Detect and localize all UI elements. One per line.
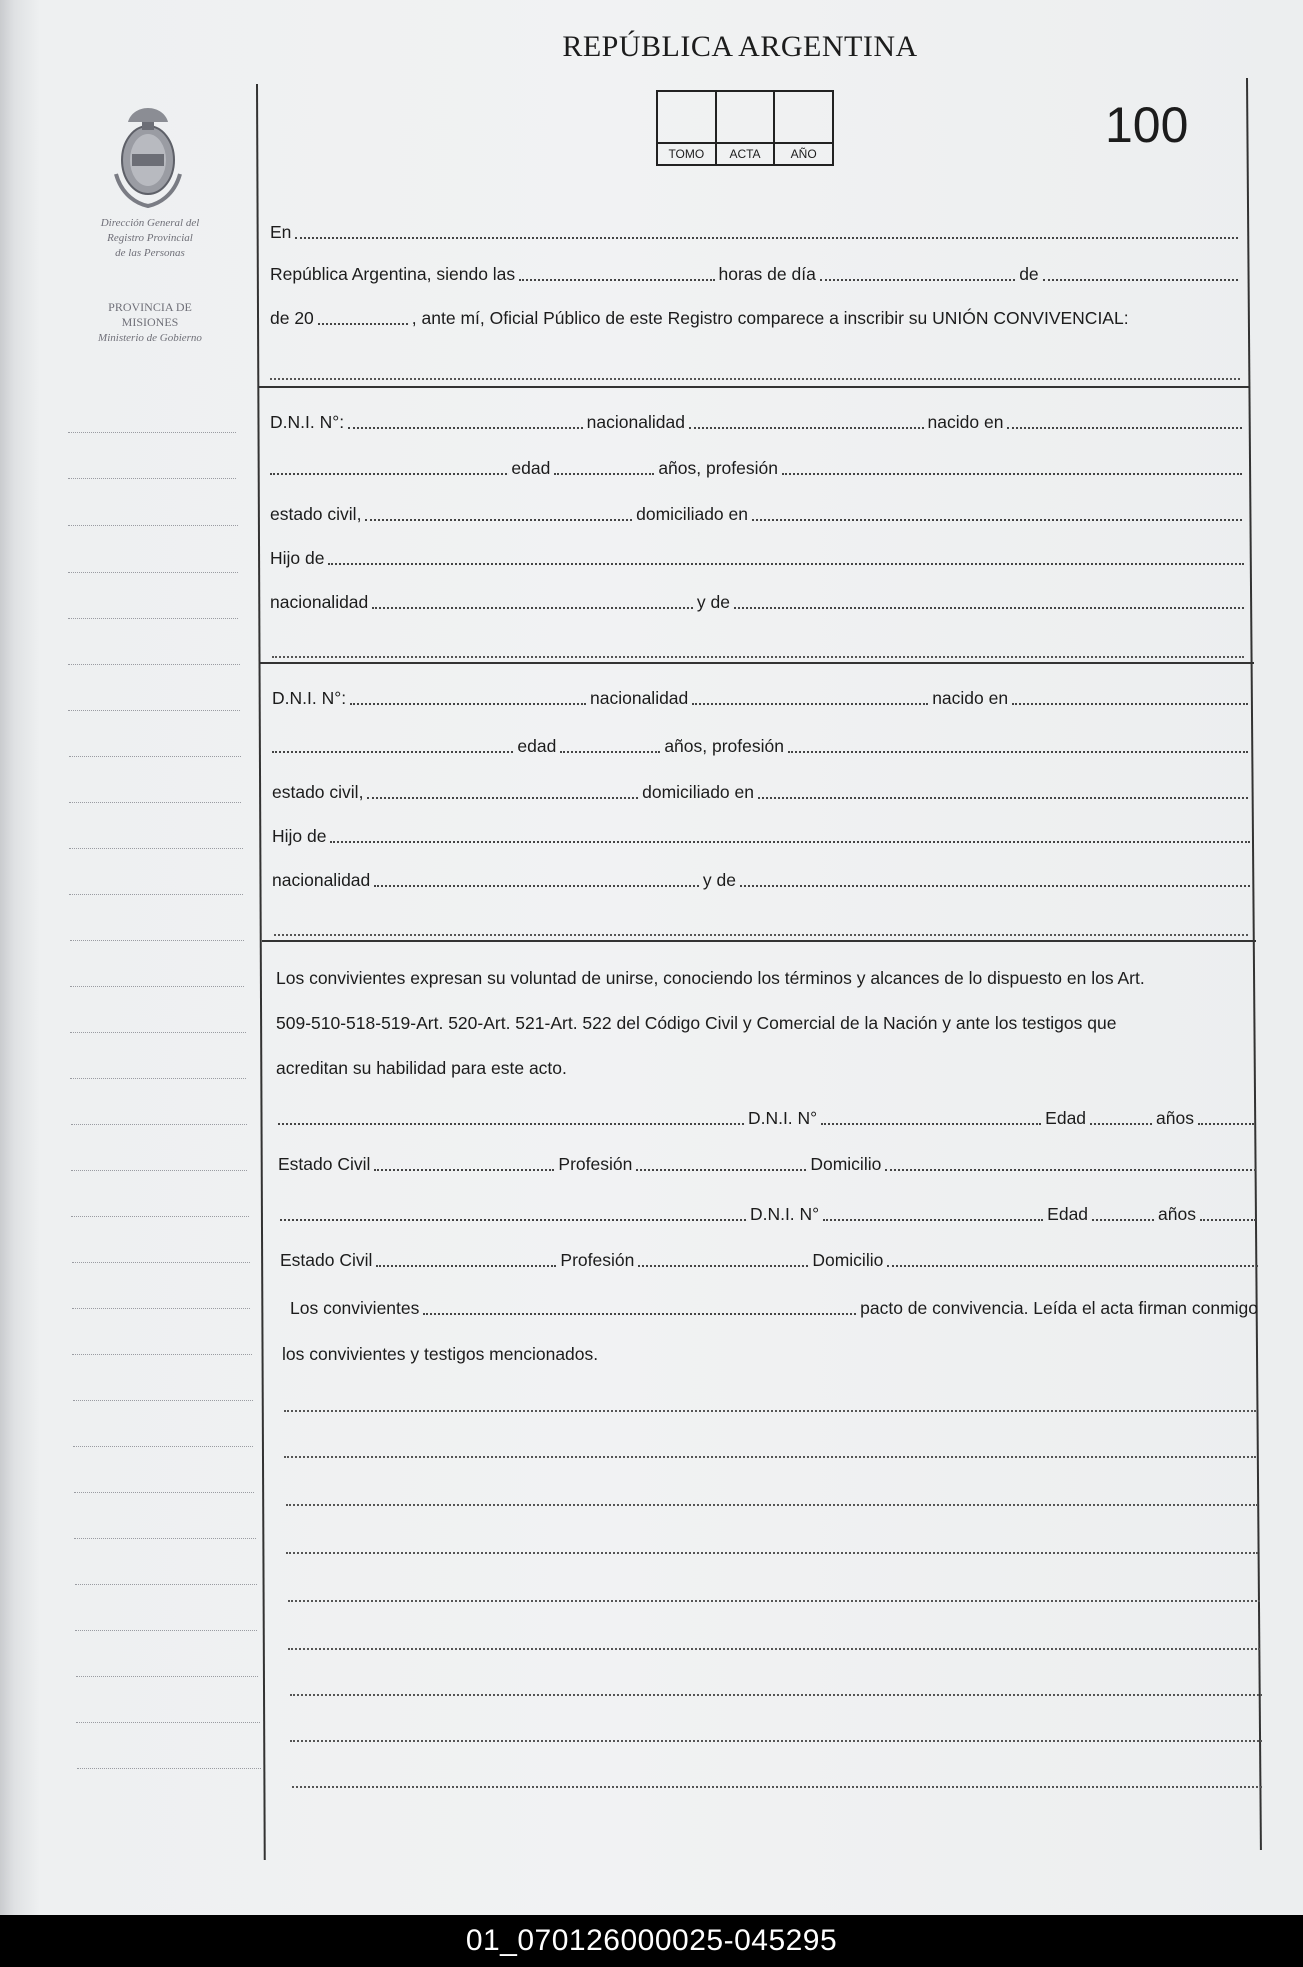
province-name: [70, 300, 230, 346]
de20-label: de 20: [270, 308, 314, 328]
hijo-label: Hijo de: [272, 826, 327, 846]
nacionalidad2-label: nacionalidad: [272, 870, 371, 890]
parent-nacionalidad-field[interactable]: [374, 885, 699, 887]
signature-line: [286, 1504, 1258, 1506]
declaration-text: [276, 956, 1256, 1091]
province-line: PROVINCIA DE: [108, 300, 192, 314]
parent2-field[interactable]: [734, 607, 1244, 609]
republica-label: República Argentina, siendo las: [270, 264, 516, 284]
nacido-label: nacido en: [932, 688, 1009, 708]
edad-label: edad: [517, 736, 557, 756]
nacionalidad-label: nacionalidad: [590, 688, 689, 708]
person2-line-2: [272, 736, 1248, 757]
witness-edad-label: Edad: [1045, 1108, 1087, 1128]
person1-line-5: [270, 592, 1244, 613]
scan-id-footer: 01_070126000025-045295: [0, 1915, 1303, 1967]
section-rule: [258, 386, 1250, 388]
dni-field[interactable]: [348, 427, 583, 429]
edad-label: edad: [511, 458, 551, 478]
witness-domicilio-field[interactable]: [885, 1169, 1256, 1171]
parent1-field[interactable]: [330, 841, 1250, 843]
section-rule: [262, 940, 1256, 942]
witness-dni-field[interactable]: [821, 1123, 1041, 1125]
profesion-field[interactable]: [788, 751, 1248, 753]
dni-field[interactable]: [350, 703, 586, 705]
witness-dni-field[interactable]: [823, 1219, 1043, 1221]
ante-label: , ante mí, Oficial Público de este Registro comparece a inscribir su UNIÓN CONVIVENCIAL:: [411, 308, 1129, 328]
declaration-line: acreditan su habilidad para este acto.: [276, 1058, 567, 1078]
coat-of-arms-icon: [108, 104, 188, 210]
person2-line-3: [272, 782, 1248, 803]
estado-civil-label: estado civil,: [272, 782, 364, 802]
agency-line: Dirección General del: [100, 217, 200, 229]
witness-dni-label: D.N.I. N°: [749, 1204, 820, 1224]
signature-line: [288, 1648, 1260, 1650]
horas-label: horas de día: [718, 264, 816, 284]
section-rule: [260, 662, 1254, 664]
witness-estado-civil-label: Estado Civil: [280, 1250, 373, 1270]
margin-note-lines: [60, 0, 260, 1915]
declaration-line: 509-510-518-519-Art. 520-Art. 521-Art. 522 del Código Civil y Comercial de la Nación y ante los testigos que: [276, 1013, 1117, 1033]
agency-line: de las Personas: [115, 247, 185, 259]
estado-civil-field[interactable]: [367, 797, 638, 799]
person1-line-3: [270, 504, 1242, 525]
edad-field[interactable]: [560, 751, 660, 753]
signature-line: [286, 1552, 1258, 1554]
witness2-line-1: [280, 1204, 1256, 1225]
person1-line-2: [270, 458, 1242, 479]
day-field[interactable]: [820, 279, 1015, 281]
ministry-line: Ministerio de Gobierno: [98, 332, 202, 344]
witness2-line-2: [280, 1250, 1258, 1271]
edad-field[interactable]: [554, 473, 654, 475]
witness1-line-2: [278, 1154, 1256, 1175]
intro-line-1: [270, 222, 1238, 243]
anio-label: AÑO: [775, 142, 832, 164]
person1-line-1: [270, 412, 1242, 433]
pacto-field[interactable]: [423, 1313, 856, 1315]
birthplace-field[interactable]: [1012, 703, 1248, 705]
domiciliado-label: domiciliado en: [642, 782, 754, 802]
witness-edad-label: Edad: [1047, 1204, 1089, 1224]
signature-line: [284, 1410, 1256, 1412]
witness-anios-field[interactable]: [1198, 1123, 1254, 1125]
hour-field[interactable]: [519, 279, 714, 281]
person2-line-5: [272, 870, 1250, 891]
profesion-label: años, profesión: [664, 736, 784, 756]
tomo-cell[interactable]: [658, 92, 717, 164]
witness-profesion-field[interactable]: [638, 1265, 808, 1267]
nacionalidad-label: nacionalidad: [586, 412, 685, 432]
witness-name-field[interactable]: [280, 1219, 746, 1221]
tomo-label: TOMO: [658, 142, 715, 164]
year-field[interactable]: [318, 323, 408, 325]
witness-name-field[interactable]: [278, 1123, 744, 1125]
witness-estado-civil-field[interactable]: [374, 1169, 554, 1171]
witness-edad-field[interactable]: [1090, 1123, 1152, 1125]
witness-profesion-label: Profesión: [558, 1154, 633, 1174]
anio-cell[interactable]: [775, 92, 832, 164]
register-box: [656, 90, 834, 166]
place-field[interactable]: [295, 237, 1238, 239]
nacido-label: nacido en: [927, 412, 1004, 432]
acta-cell[interactable]: [717, 92, 776, 164]
estado-civil-label: estado civil,: [270, 504, 362, 524]
en-label: En: [270, 222, 292, 242]
domiciliado-label: domiciliado en: [636, 504, 748, 524]
signature-line: [290, 1740, 1262, 1742]
closing-text: los convivientes y testigos mencionados.: [282, 1344, 599, 1364]
parent-nacionalidad-field[interactable]: [372, 607, 693, 609]
person2-line-4: [272, 826, 1250, 847]
convivientes-label: Los convivientes: [290, 1298, 420, 1318]
domicilio-field[interactable]: [752, 519, 1242, 521]
intro-line-3: [270, 308, 1240, 329]
witness-domicilio-label: Domicilio: [812, 1250, 884, 1270]
witness-profesion-field[interactable]: [636, 1169, 806, 1171]
hijo-label: Hijo de: [270, 548, 325, 568]
de-label: de: [1019, 264, 1039, 284]
witness-anios-label: años: [1156, 1108, 1194, 1128]
witness-dni-label: D.N.I. N°: [747, 1108, 818, 1128]
closing-line-2: [282, 1344, 1250, 1365]
nacionalidad2-label: nacionalidad: [270, 592, 369, 612]
agency-name: [70, 216, 230, 261]
domicilio-field[interactable]: [758, 797, 1248, 799]
signature-line: [290, 1694, 1262, 1696]
agency-line: Registro Provincial: [107, 232, 193, 244]
closing-line-1: [290, 1298, 1258, 1319]
parent2-field[interactable]: [740, 885, 1250, 887]
intro-line-2: [270, 264, 1238, 285]
witness-edad-field[interactable]: [1092, 1219, 1154, 1221]
birthdate-field[interactable]: [272, 751, 513, 753]
y-de-label: y de: [702, 870, 736, 890]
estado-civil-field[interactable]: [365, 519, 632, 521]
nacionalidad-field[interactable]: [689, 427, 924, 429]
profesion-field[interactable]: [782, 473, 1242, 475]
witness-domicilio-label: Domicilio: [810, 1154, 882, 1174]
page-number: 100: [1105, 97, 1189, 153]
person1-line-4: [270, 548, 1244, 569]
witness-anios-label: años: [1158, 1204, 1196, 1224]
document-title: REPÚBLICA ARGENTINA: [562, 30, 918, 63]
dni-label: D.N.I. N°:: [270, 412, 345, 432]
parent1-field[interactable]: [328, 563, 1244, 565]
birthdate-field[interactable]: [270, 473, 507, 475]
blank-line: [270, 378, 1240, 380]
birthplace-field[interactable]: [1007, 427, 1242, 429]
witness-profesion-label: Profesión: [560, 1250, 635, 1270]
person2-line-1: [272, 688, 1248, 709]
signature-line: [288, 1600, 1260, 1602]
month-field[interactable]: [1043, 279, 1238, 281]
signature-line: [284, 1456, 1256, 1458]
witness-domicilio-field[interactable]: [887, 1265, 1258, 1267]
acta-label: ACTA: [717, 142, 774, 164]
signature-line: [292, 1786, 1262, 1788]
declaration-line: Los convivientes expresan su voluntad de unirse, conociendo los términos y alcances de lo dispuesto en los Art.: [276, 968, 1145, 988]
blank-line: [274, 934, 1248, 936]
witness-anios-field[interactable]: [1200, 1219, 1256, 1221]
dni-label: D.N.I. N°:: [272, 688, 347, 708]
blank-line: [272, 656, 1244, 658]
witness-estado-civil-label: Estado Civil: [278, 1154, 371, 1174]
witness-estado-civil-field[interactable]: [376, 1265, 556, 1267]
profesion-label: años, profesión: [658, 458, 778, 478]
province-line: MISIONES: [121, 315, 179, 329]
nacionalidad-field[interactable]: [692, 703, 928, 705]
y-de-label: y de: [696, 592, 730, 612]
pacto-label: pacto de convivencia. Leída el acta firman conmigo: [860, 1298, 1258, 1318]
witness1-line-1: [278, 1108, 1254, 1129]
